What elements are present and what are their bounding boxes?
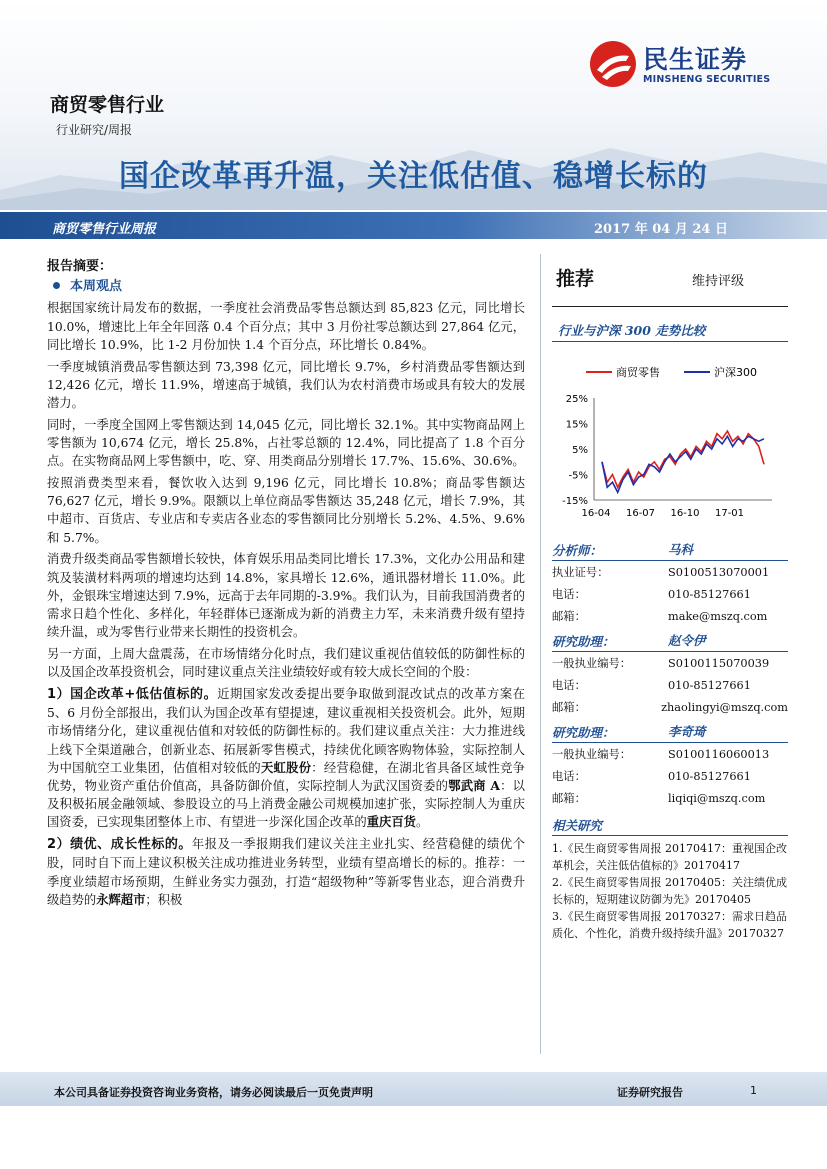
y-tick-label: -5% xyxy=(568,470,588,482)
footer-label: 证券研究报告 xyxy=(617,1086,683,1099)
report-headline: 国企改革再升温，关注低估值、稳增长标的 xyxy=(119,159,708,194)
contact-value: 010-85127661 xyxy=(668,769,751,783)
paragraph-soe: 1）国企改革+低估值标的。近期国家发改委提出要争取做到混改试点的改革方案在 5、6 月份全部报出，我们认为国企改革有望提速，建议重视相关投资机会。此外，短期市场情绪分化，建议重视估值和对较低的防御性标的。我们建议重点关注：大力推进线上线下全渠道融合，创新业态、拓展新零售模式，持续优化顾客购物体验，实际控制人为中国航空工业集团，估值相对较低的天虹股份：经营稳健，在湖北省具备区域性竞争优势，物业资产重估价值高，具备防御价值，实际控制人为武汉国资委的鄂武商 A：以及积极拓展金融领域、参股设立的马上消费金融公司规模加速扩张，实际控制人为重庆国资委，已实现集团整体上市、有望进一步深化国企改革的重庆百货。 xyxy=(47,687,525,830)
x-tick-label: 16-07 xyxy=(625,508,656,519)
logo-chinese: 民生证券 xyxy=(643,45,748,74)
contact-label: 一般执业编号： xyxy=(552,657,632,670)
contact-value: S0100115070039 xyxy=(668,656,770,670)
related-item[interactable]: 1.《民生商贸零售周报 20170417：重视国企改革机会，关注低估值标的》20170417 xyxy=(552,842,787,872)
chart-title-rule xyxy=(552,341,788,342)
column-divider xyxy=(540,254,541,1054)
paragraph: 根据国家统计局发布的数据，一季度社会消费品零售总额达到 85,823 亿元，同比增长 10.0%，增速比上年全年回落 0.4 个百分点；其中 3 月份社零总额达到 27,864 亿元，同比增长 10.9%，比 1-2 月份加快 1.4 个百分点，环比增长 0.84%。 xyxy=(47,301,525,352)
assistant-name: 赵令伊 xyxy=(668,633,706,648)
legend-label-2: 沪深300 xyxy=(714,366,757,379)
paragraph: 同时，一季度全国网上零售额达到 14,045 亿元，同比增长 32.1%。其中实物商品网上零售额为 10,674 亿元，增长 25.8%，占社零总额的 12.4%，同比提高了 1.8 个百分点。在实物商品网上零售额中，吃、穿、用类商品分别增长 17.7%、15.6%、30.6%。 xyxy=(47,417,525,469)
contact-value: 010-85127661 xyxy=(668,587,751,601)
report-series: 商贸零售行业周报 xyxy=(52,222,157,237)
contact-label: 邮箱： xyxy=(552,701,586,714)
contact-label: 执业证号： xyxy=(552,566,609,579)
contact-row xyxy=(552,652,788,674)
section-heading: 本周观点 xyxy=(53,278,525,296)
report-date: 2017 年 04 月 24 日 xyxy=(594,222,728,237)
bullet-icon xyxy=(53,282,60,289)
x-tick-label: 16-04 xyxy=(581,508,611,519)
y-tick-label: 25% xyxy=(565,394,588,405)
contact-row xyxy=(552,561,788,583)
analyst-name: 马科 xyxy=(668,542,694,557)
paragraph: 消费升级类商品零售额增长较快，体育娱乐用品类同比增长 17.3%，文化办公用品和建筑及装潢材料两项的增速均达到 14.8%，家具增长 12.6%，通讯器材增长 11.0%。此外，金银珠宝增速达到 7.9%，远高于去年同期的-3.9%。我们认为，目前我国消费者的需求日趋个性化、多样化，年轻群体已逐渐成为新的消费主力军，未来消费升级有望持续升温，或为零售行业带来长期性的投资机会。 xyxy=(47,552,525,640)
contact-row xyxy=(552,787,788,809)
series-line-hs300 xyxy=(602,436,764,492)
y-tick-label: 15% xyxy=(565,419,588,431)
related-heading: 相关研究 xyxy=(552,818,603,833)
related-item[interactable]: 2.《民生商贸零售周报 20170405：关注绩优成长标的，短期建议防御为先》20170405 xyxy=(552,876,787,906)
contact-value: 010-85127661 xyxy=(668,678,751,692)
contact-label: 电话： xyxy=(552,588,586,601)
assistant-name: 李奇琦 xyxy=(668,724,706,739)
contact-value: S0100116060013 xyxy=(668,747,770,761)
analyst-block xyxy=(552,540,788,942)
paragraph: 另一方面，上周大盘震荡，在市场情绪分化时点，我们建议重视估值较低的防御性标的以及国企改革投资机会，同时建议重点关注业绩较好或有较大成长空间的个股： xyxy=(47,647,525,680)
assistant-heading: 研究助理： xyxy=(552,725,615,740)
contact-label: 邮箱： xyxy=(552,610,586,623)
page-number: 1 xyxy=(750,1084,757,1097)
contact-label: 电话： xyxy=(552,679,586,692)
y-tick-label: -15% xyxy=(562,496,588,507)
contact-label: 一般执业编号： xyxy=(552,748,632,761)
contact-label: 电话： xyxy=(552,770,586,783)
logo-english: MINSHENG SECURITIES xyxy=(643,74,771,85)
rating-note: 维持评级 xyxy=(692,274,745,289)
summary-title: 报告摘要： xyxy=(47,259,113,274)
contact-value: make@mszq.com xyxy=(668,609,768,623)
contact-row xyxy=(552,765,788,787)
related-item[interactable]: 3.《民生商贸零售周报 20170327：需求日趋品质化、个性化，消费升级持续升温》20170327 xyxy=(552,910,787,940)
rating-label: 推荐 xyxy=(556,268,595,290)
paragraph: 按照消费类型来看，餐饮收入达到 9,196 亿元，同比增长 10.8%；商品零售额达 76,627 亿元，增长 9.9%。限额以上单位商品零售额达 35,248 亿元，增长 7.9%，其中超市、百货店、专业店和专卖店各业态的零售额同比分别增长 5.2%、4.5%、9.6%和 5.7%。 xyxy=(47,476,525,545)
paragraph-growth: 2）绩优、成长性标的。年报及一季报期我们建议关注主业扎实、经营稳健的绩优个股，同时自下而上建议积极关注成功推进业务转型，业绩有望高增长的标的。推荐：一季度业绩超市场预期，生鲜业务实力强劲，打造“超级物种”等新零售业态，迎合消费升级趋势的永辉超市；积极 xyxy=(47,837,525,907)
contact-value: liqiqi@mszq.com xyxy=(668,791,766,805)
paragraph: 一季度城镇消费品零售额达到 73,398 亿元，同比增长 9.7%，乡村消费品零售额达到 12,426 亿元，增长 11.9%，增速高于城镇，我们认为农村消费市场或具有较大的发展潜力。 xyxy=(47,359,525,411)
legend-label-1: 商贸零售 xyxy=(616,366,660,379)
summary-body xyxy=(47,258,525,913)
contact-row xyxy=(552,605,788,627)
performance-chart xyxy=(556,354,788,524)
contact-row xyxy=(552,674,788,696)
x-tick-label: 17-01 xyxy=(714,508,745,519)
contact-value: zhaolingyi@mszq.com xyxy=(661,700,788,714)
report-type: 行业研究/周报 xyxy=(56,123,133,137)
chart-title: 行业与沪深 300 走势比较 xyxy=(558,323,706,338)
contact-label: 邮箱： xyxy=(552,792,586,805)
contact-row xyxy=(552,583,788,605)
x-tick-label: 16-10 xyxy=(670,508,700,519)
industry-title: 商贸零售行业 xyxy=(50,94,165,116)
footer-disclaimer: 本公司具备证券投资咨询业务资格，请务必阅读最后一页免责声明 xyxy=(54,1086,373,1099)
analyst-heading: 分析师： xyxy=(552,543,603,558)
assistant-heading: 研究助理： xyxy=(552,634,615,649)
contact-row xyxy=(552,743,788,765)
contact-row xyxy=(552,696,788,718)
y-tick-label: 5% xyxy=(572,445,588,456)
contact-value: S0100513070001 xyxy=(668,565,770,579)
minsheng-logo-icon xyxy=(588,39,638,89)
